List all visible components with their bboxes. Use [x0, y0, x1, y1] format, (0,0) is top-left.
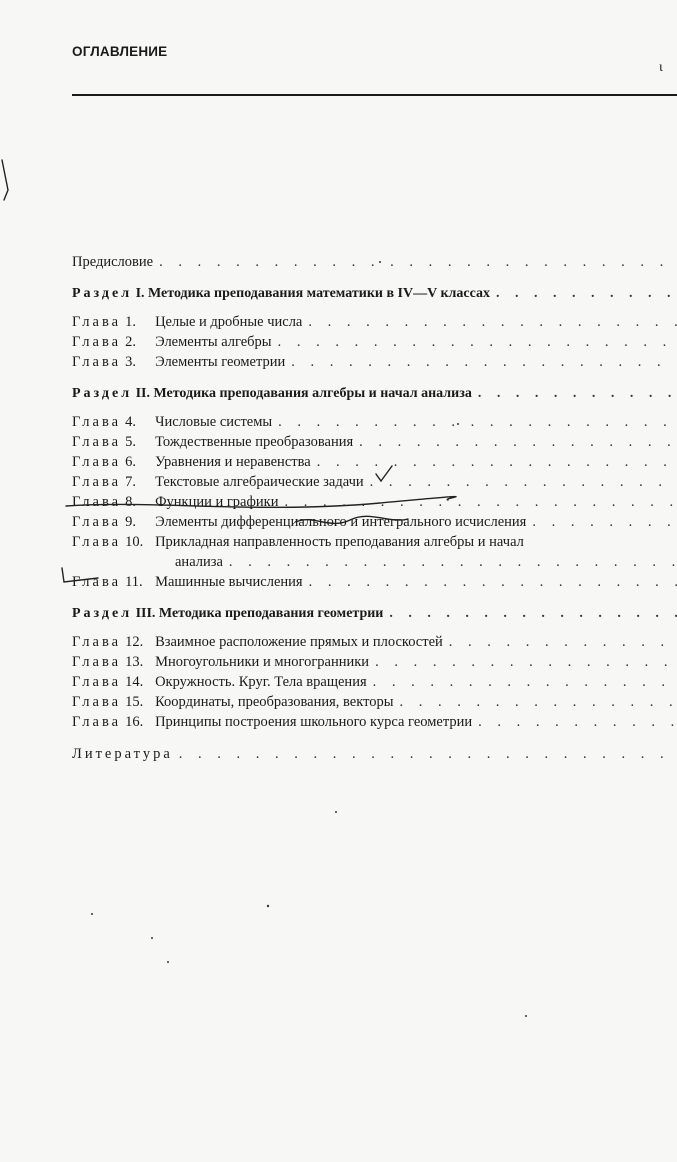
- speck: [335, 811, 337, 813]
- chapter-keyword: Глава: [72, 574, 122, 590]
- toc-section-1[interactable]: [72, 284, 677, 304]
- chapter-number: 5.: [125, 434, 136, 450]
- chapter-title: Машинные вычисления: [155, 574, 303, 590]
- toc-preface[interactable]: [72, 252, 677, 272]
- toc-chapter-10-continuation[interactable]: [72, 552, 677, 572]
- chapter-number: 12.: [125, 634, 144, 650]
- chapter-title: Элементы геометрии: [155, 354, 286, 370]
- chapter-keyword: Глава: [72, 694, 122, 710]
- table-of-contents: [72, 252, 677, 764]
- chapter-number: 15.: [125, 694, 144, 710]
- chapter-title-continuation: анализа: [175, 554, 223, 570]
- toc-section-2[interactable]: [72, 384, 677, 404]
- section-keyword: Раздел: [72, 386, 133, 401]
- leader-dots: [359, 432, 677, 452]
- section-keyword: Раздел: [72, 606, 133, 621]
- section-title: I. Методика преподавания математики в IV—V классах: [135, 286, 490, 301]
- chapter-number: 14.: [125, 674, 144, 690]
- toc-chapter-11[interactable]: [72, 572, 677, 592]
- leader-dots: [317, 452, 677, 472]
- chapter-keyword: Глава: [72, 414, 122, 430]
- speck: [267, 905, 269, 907]
- speck: [151, 937, 153, 939]
- chapter-number: 1.: [125, 314, 136, 330]
- speck: [525, 1015, 527, 1017]
- chapter-title: Координаты, преобразования, векторы: [155, 694, 394, 710]
- toc-chapter-15[interactable]: [72, 692, 677, 712]
- leader-dots: [375, 652, 677, 672]
- chapter-keyword: Глава: [72, 514, 122, 530]
- chapter-number: 13.: [125, 654, 144, 670]
- toc-chapter-9[interactable]: [72, 512, 677, 532]
- leader-dots: [291, 352, 677, 372]
- toc-chapter-3[interactable]: [72, 352, 677, 372]
- leader-dots: [478, 712, 677, 732]
- page-title: ОГЛАВЛЕНИЕ: [72, 44, 168, 59]
- header-rule: [72, 94, 677, 96]
- chapter-keyword: Глава: [72, 534, 122, 550]
- leader-dots: [229, 552, 677, 572]
- chapter-title: Прикладная направленность преподавания алгебры и начал: [155, 534, 524, 550]
- toc-chapter-16[interactable]: [72, 712, 677, 732]
- chapter-keyword: Глава: [72, 454, 122, 470]
- leader-dots: [399, 692, 677, 712]
- chapter-number: 3.: [125, 354, 136, 370]
- chapter-number: 11.: [125, 574, 143, 590]
- leader-dots: [532, 512, 677, 532]
- leader-dots: [159, 252, 677, 272]
- leader-dots: [278, 412, 677, 432]
- toc-chapter-7[interactable]: [72, 472, 677, 492]
- chapter-title: Уравнения и неравенства: [155, 454, 311, 470]
- chapter-number: 4.: [125, 414, 136, 430]
- chapter-keyword: Глава: [72, 474, 122, 490]
- leader-dots: [309, 572, 677, 592]
- chapter-keyword: Глава: [72, 674, 122, 690]
- toc-preface-label: Предисловие: [72, 254, 154, 270]
- chapter-title: Многоугольники и многогранники: [155, 654, 370, 670]
- chapter-number: 10.: [125, 534, 144, 550]
- toc-chapter-12[interactable]: [72, 632, 677, 652]
- leader-dots: [478, 384, 677, 404]
- chapter-title: Элементы алгебры: [155, 334, 272, 350]
- chapter-keyword: Глава: [72, 634, 122, 650]
- chapter-title: Окружность. Круг. Тела вращения: [155, 674, 367, 690]
- chapter-number: 9.: [125, 514, 136, 530]
- leader-dots: [370, 472, 677, 492]
- leader-dots: [389, 604, 677, 624]
- chapter-keyword: Глава: [72, 714, 122, 730]
- toc-chapter-13[interactable]: [72, 652, 677, 672]
- toc-chapter-10[interactable]: [72, 532, 677, 552]
- chapter-title: Целые и дробные числа: [155, 314, 303, 330]
- leader-dots: [308, 312, 677, 332]
- leader-dots: [373, 672, 677, 692]
- toc-chapter-14[interactable]: [72, 672, 677, 692]
- chapter-title: Элементы дифференциального и интегрального исчисления: [155, 514, 527, 530]
- margin-pen-stroke: [2, 160, 8, 200]
- toc-chapter-8[interactable]: [72, 492, 677, 512]
- toc-chapter-1[interactable]: [72, 312, 677, 332]
- toc-literature-label: Литература: [72, 746, 173, 762]
- chapter-title: Взаимное расположение прямых и плоскостей: [155, 634, 443, 650]
- chapter-title: Текстовые алгебраические задачи: [155, 474, 364, 490]
- speck: [91, 913, 93, 915]
- chapter-keyword: Глава: [72, 434, 122, 450]
- chapter-number: 7.: [125, 474, 136, 490]
- toc-chapter-4[interactable]: [72, 412, 677, 432]
- leader-dots: [449, 632, 677, 652]
- chapter-title: Числовые системы: [155, 414, 273, 430]
- chapter-keyword: Глава: [72, 314, 122, 330]
- corner-mark: ι: [659, 60, 663, 75]
- toc-literature[interactable]: [72, 744, 677, 764]
- chapter-number: 2.: [125, 334, 136, 350]
- chapter-number: 6.: [125, 454, 136, 470]
- toc-chapter-5[interactable]: [72, 432, 677, 452]
- chapter-keyword: Глава: [72, 334, 122, 350]
- chapter-keyword: Глава: [72, 654, 122, 670]
- chapter-title: Принципы построения школьного курса геометрии: [155, 714, 473, 730]
- section-keyword: Раздел: [72, 286, 133, 301]
- chapter-title: Тождественные преобразования: [155, 434, 354, 450]
- leader-dots: [284, 492, 677, 512]
- toc-chapter-6[interactable]: [72, 452, 677, 472]
- speck: [167, 961, 169, 963]
- toc-chapter-2[interactable]: [72, 332, 677, 352]
- toc-section-3[interactable]: [72, 604, 677, 624]
- chapter-keyword: Глава: [72, 354, 122, 370]
- chapter-number: 8.: [125, 494, 136, 510]
- section-title: III. Методика преподавания геометрии: [135, 606, 384, 621]
- leader-dots: [496, 284, 677, 304]
- chapter-number: 16.: [125, 714, 144, 730]
- leader-dots: [278, 332, 677, 352]
- chapter-keyword: Глава: [72, 494, 122, 510]
- leader-dots: [179, 744, 677, 764]
- chapter-title: Функции и графики: [155, 494, 279, 510]
- section-title: II. Методика преподавания алгебры и начал анализа: [135, 386, 472, 401]
